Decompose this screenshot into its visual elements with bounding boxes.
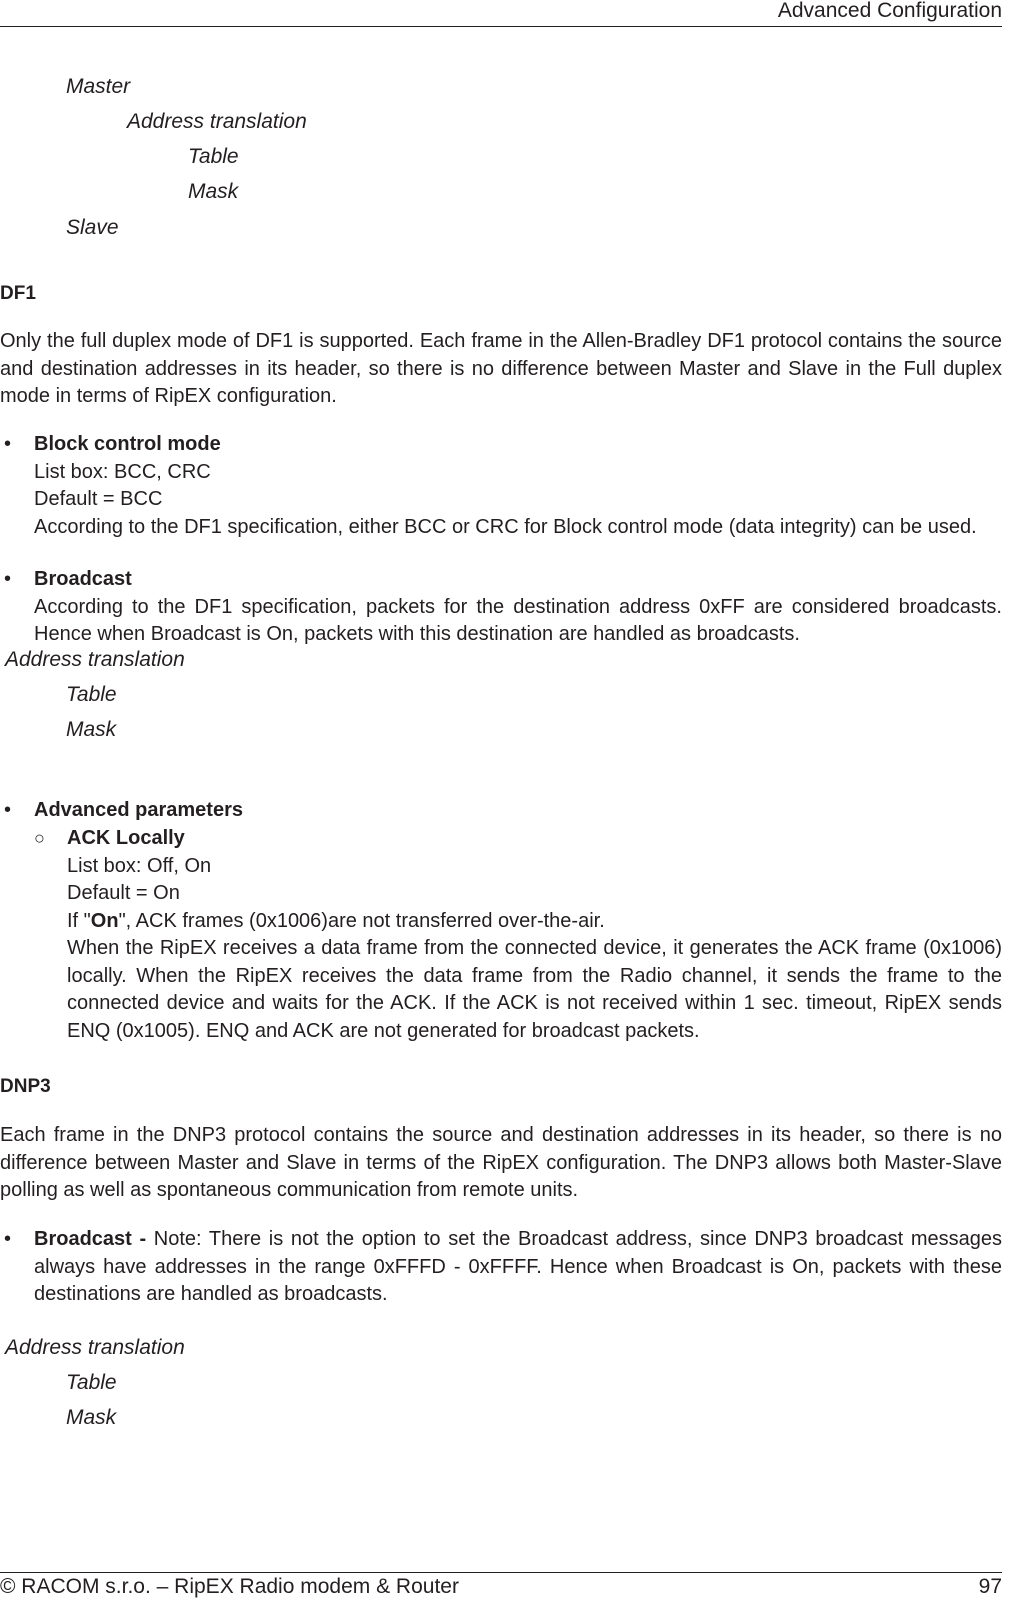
- bullet-dot: •: [4, 1228, 12, 1250]
- tree-master: Master: [66, 75, 131, 98]
- sub-bullet-body: [67, 825, 1002, 1045]
- block-control-default: Default = BCC: [34, 488, 163, 510]
- dnp3-broadcast-title: Broadcast -: [34, 1228, 147, 1250]
- ack-locally-list-box: List box: Off, On: [67, 854, 212, 877]
- dnp3-table: Table: [66, 1371, 117, 1394]
- df1-advanced-bullet: [0, 797, 1002, 825]
- df1-intro: Only the full duplex mode of DF1 is supported. Each frame in the Allen-Bradley DF1 protocol contains the source and destination addresses in its header, so there is no difference between Master and Slave in the Full duplex mode in terms of RipEX configuration.: [0, 330, 1002, 407]
- df1-broadcast-bullet: [0, 566, 1002, 649]
- ack-locally-description: When the RipEX receives a data frame from the connected device, it generates the ACK frame (0x1006) locally. When the RipEX receives the data frame from the Radio channel, it sends the frame to the connected device and waits for the ACK. If the ACK is not received within 1 sec. timeout, RipEX sends ENQ (0x1005). ENQ and ACK are not generated for broadcast packets.: [67, 937, 1002, 1042]
- df1-mask: Mask: [66, 718, 117, 741]
- bullet-dot: •: [4, 433, 12, 455]
- dnp3-broadcast-description: Note: There is not the option to set the Broadcast address, since DNP3 broadcast messages always have addresses in the range 0xFFFD - 0xFFFF. Hence when Broadcast is On, packets with these destinations are handled as broadcasts.: [34, 1228, 1002, 1305]
- bullet-dot: •: [4, 568, 12, 590]
- footer-divider: [0, 1572, 1002, 1573]
- df1-heading: DF1: [0, 283, 36, 304]
- footer-copyright: © RACOM s.r.o. – RipEX Radio modem & Router: [0, 1575, 459, 1598]
- df1-block-control-bullet: [0, 431, 1002, 541]
- page-header-title: Advanced Configuration: [777, 0, 1002, 22]
- df1-broadcast-description: According to the DF1 specification, packets for the destination address 0xFF are considered broadcasts. Hence when Broadcast is On, packets with this destination are handled as broadcasts.: [34, 595, 1002, 645]
- df1-broadcast-title: Broadcast: [34, 568, 132, 590]
- dnp3-mask: Mask: [66, 1406, 117, 1429]
- tree-mask: Mask: [188, 180, 239, 203]
- tree-table: Table: [188, 145, 239, 168]
- block-control-description: According to the DF1 specification, either BCC or CRC for Block control mode (data integrity) can be used.: [34, 515, 977, 538]
- block-control-title: Block control mode: [34, 433, 221, 455]
- bullet-body: [34, 431, 1002, 541]
- tree-address-translation: Address translation: [127, 110, 307, 133]
- tree-slave: Slave: [66, 216, 119, 239]
- sub-bullet-circle: ○: [34, 828, 45, 848]
- advanced-parameters-title: Advanced parameters: [34, 799, 243, 821]
- ack-locally-if: If "On", ACK frames (0x1006)are not transferred over-the-air.: [67, 909, 605, 932]
- bullet-body: [34, 1226, 1002, 1309]
- bullet-body: [34, 566, 1002, 649]
- df1-address-translation: Address translation: [5, 648, 185, 671]
- bullet-dot: •: [4, 799, 12, 821]
- page-number: 97: [978, 1575, 1002, 1598]
- header-divider: [0, 26, 1002, 27]
- block-control-list-box: List box: BCC, CRC: [34, 460, 211, 483]
- dnp3-broadcast-bullet: [0, 1226, 1002, 1309]
- dnp3-intro: Each frame in the DNP3 protocol contains the source and destination addresses in its header, so there is no difference between Master and Slave in terms of the RipEX configuration. The DNP3 allows both Master-Slave polling as well as spontaneous communication from remote units.: [0, 1124, 1002, 1201]
- bullet-body: [34, 797, 1002, 825]
- df1-table: Table: [66, 683, 117, 706]
- dnp3-address-translation: Address translation: [5, 1336, 185, 1359]
- ack-locally-default: Default = On: [67, 882, 180, 904]
- dnp3-heading: DNP3: [0, 1076, 51, 1097]
- ack-locally-item: [34, 825, 1002, 1045]
- ack-locally-title: ACK Locally: [67, 827, 185, 849]
